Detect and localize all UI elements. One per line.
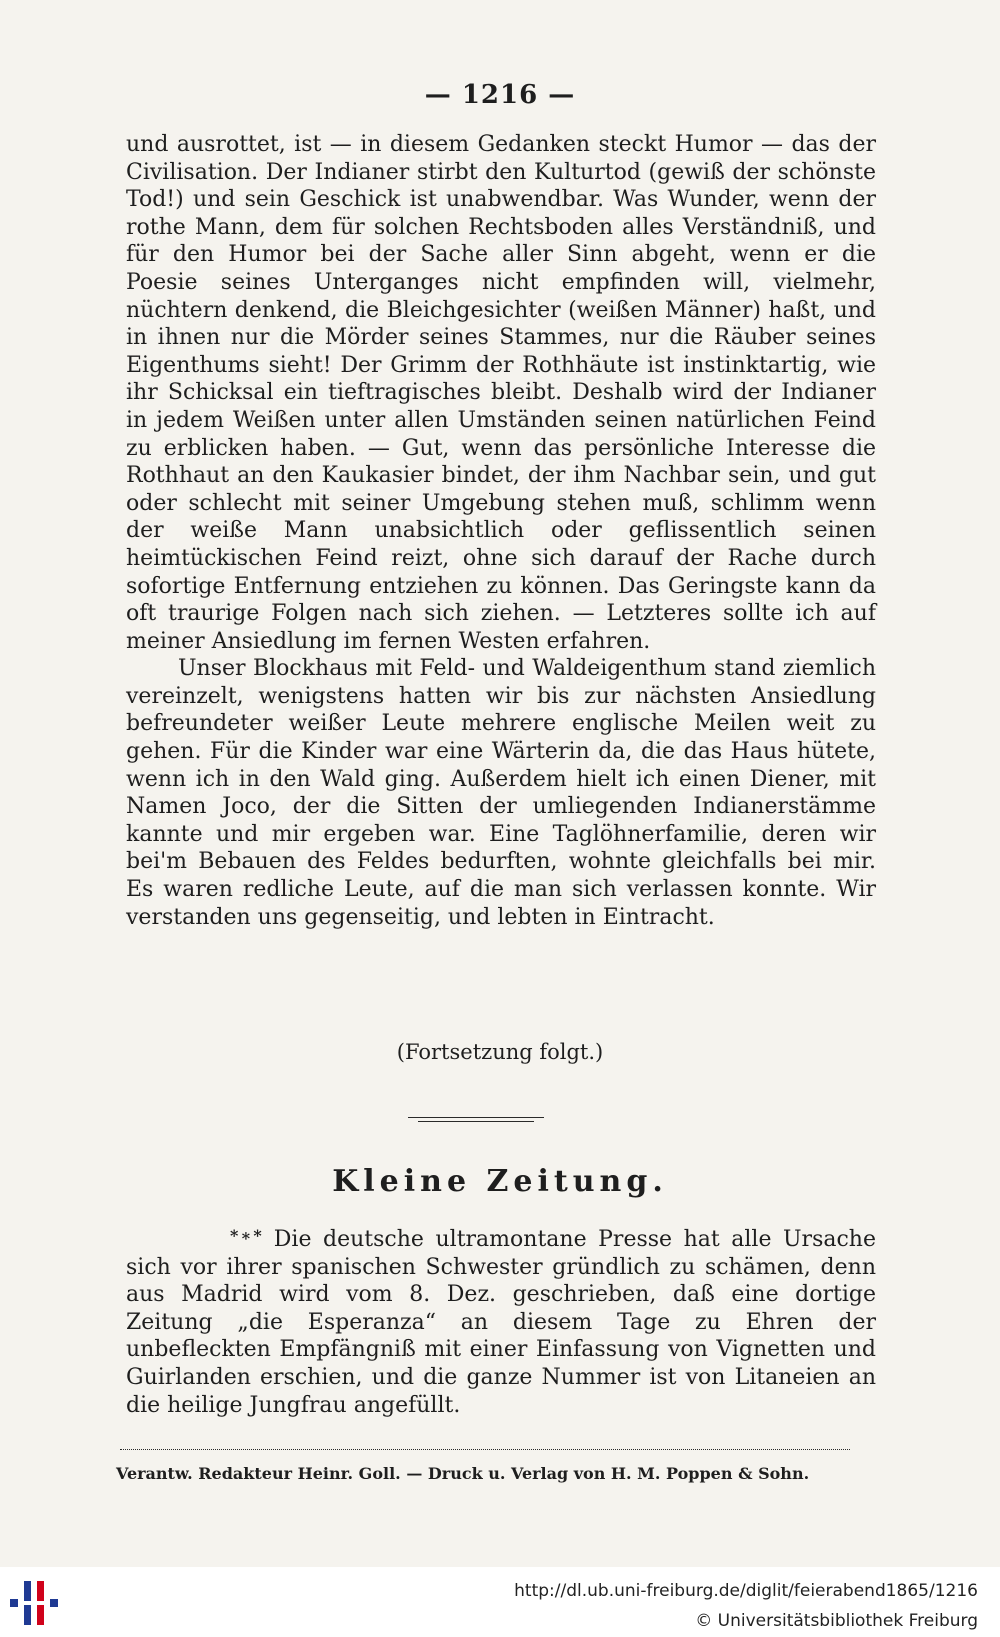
university-library-logo-icon xyxy=(10,1577,66,1629)
continuation-note: (Fortsetzung folgt.) xyxy=(396,1040,604,1064)
section-title: Kleine Zeitung. xyxy=(332,1164,668,1199)
story-paragraph-2: Unser Blockhaus mit Feld- und Waldeigenthum stand ziemlich vereinzelt, wenigstens hatten wir bis zur nächsten Ansiedlung befreundeter weißer Leute mehrere englische Meilen weit zu gehen. Für die Kinder war eine Wärterin da, die das Haus hütete, wenn ich in den Wald ging. Außerdem hielt ich einen Diener, mit Namen Joco, der die Sitten der umliegenden Indianerstämme kannte und mir ergeben war. Eine Taglöhnerfamilie, deren wir bei'm Bebauen des Feldes bedurften, wohnte gleichfalls bei mir. Es waren redliche Leute, auf die man sich verlassen konnte. Wir verstanden uns gegenseitig, und lebten in Eintracht. xyxy=(126,656,876,930)
asterism-icon: *∗* xyxy=(230,1226,264,1245)
page-number: — 1216 — xyxy=(424,80,576,110)
news-text xyxy=(126,1222,876,1419)
copyright-notice: © Universitätsbibliothek Freiburg xyxy=(695,1611,978,1631)
news-item-text: Die deutsche ultramontane Presse hat alle Ursache sich vor ihrer spanischen Schwester gründlich zu schämen, denn aus Madrid wird vom 8. Dez. geschrieben, daß eine dortige Zeitung „die Esperanza“ an diesem Tage zu Ehren der unbefleckten Empfängniß mit einer Einfassung von Vignetten und Guirlanden erschien, und die ganze Nummer ist von Litaneien an die heilige Jungfrau angefüllt. xyxy=(126,1227,876,1418)
news-item xyxy=(126,1222,876,1419)
imprint-divider xyxy=(120,1449,850,1454)
permalink-url[interactable]: http://dl.ub.uni-freiburg.de/diglit/feierabend1865/1216 xyxy=(514,1581,978,1601)
section-divider xyxy=(408,1117,544,1118)
story-paragraph-1: und ausrottet, ist — in diesem Gedanken steckt Humor — das der Civilisation. Der Indianer stirbt den Kulturtod (gewiß der schönste Tod!) und sein Geschick ist unabwendbar. Was Wunder, wenn der rothe Mann, dem für solchen Rechtsboden alles Verständniß, und für den Humor bei der Sache aller Sinn abgeht, wenn er die Poesie seines Unterganges nicht empfinden will, vielmehr, nüchtern denkend, die Bleichgesichter (weißen Männer) haßt, und in ihnen nur die Mörder seines Stammes, nur die Räuber seines Eigenthums sieht! Der Grimm der Rothhäute ist instinktartig, wie ihr Schicksal ein tieftragisches bleibt. Deshalb wird der Indianer in jedem Weißen unter allen Umständen seinen natürlichen Feind zu erblicken haben. — Gut, wenn das persönliche Interesse die Rothhaut an den Kaukasier bindet, der ihm Nachbar sein, und gut oder schlecht mit seiner Umgebung stehen muß, schlimm wenn der weiße Mann unabsichtlich oder geflissentlich seinen heimtückischen Feind reizt, ohne sich darauf der Rache durch sofortige Entfernung entziehen zu können. Das Geringste kann da oft traurige Folgen nach sich ziehen. — Letzteres sollte ich auf meiner Ansiedlung im fernen Westen erfahren. xyxy=(126,132,876,654)
viewer-footer xyxy=(0,1567,1000,1637)
story-text xyxy=(126,131,876,931)
imprint-line: Verantw. Redakteur Heinr. Goll. — Druck u. Verlag von H. M. Poppen & Sohn. xyxy=(116,1464,810,1483)
